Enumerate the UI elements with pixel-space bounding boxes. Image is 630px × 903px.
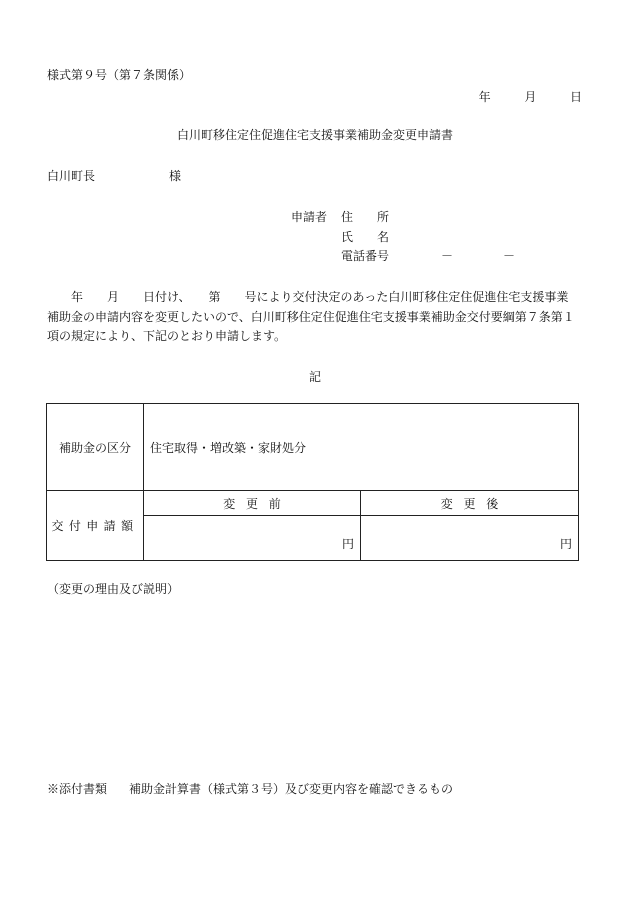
ki-heading: 記 bbox=[308, 370, 321, 384]
reason-label: （変更の理由及び説明） bbox=[47, 582, 180, 596]
document-title: 白川町移住定住促進住宅支援事業補助金変更申請書 bbox=[176, 128, 453, 142]
addressee bbox=[47, 167, 181, 184]
before-change-amount[interactable]: 円 bbox=[144, 516, 361, 561]
date-day: 日 bbox=[569, 90, 582, 104]
applicant-label: 申請者 bbox=[291, 210, 328, 224]
grant-table bbox=[46, 403, 579, 561]
attachment-line bbox=[47, 780, 453, 797]
application-body-text: 年 月 日付け、 第 号により交付決定のあった白川町移住定住促進住宅支援事業補助金の申請内容を変更したいので、白川町移住定住促進住宅支援事業補助金交付要綱第７条第１項の規定により、下記のとおり申請します。 bbox=[47, 290, 575, 343]
after-change-header: 変更後 bbox=[361, 491, 579, 516]
applicant-address-row bbox=[291, 208, 389, 225]
applicant-name-row bbox=[291, 228, 389, 245]
addressee-name: 白川町長 bbox=[47, 169, 96, 183]
category-label: 補助金の区分 bbox=[47, 404, 144, 491]
date-month: 月 bbox=[524, 90, 537, 104]
amount-header-row bbox=[47, 491, 579, 516]
phone-separator-1: － bbox=[441, 249, 454, 263]
attachment-value: 補助金計算書（様式第３号）及び変更内容を確認できるもの bbox=[129, 782, 454, 796]
addressee-honorific: 様 bbox=[169, 169, 182, 183]
category-row bbox=[47, 404, 579, 491]
phone-separator-2: － bbox=[503, 249, 516, 263]
after-change-amount[interactable]: 円 bbox=[361, 516, 579, 561]
applicant-name-label: 氏 名 bbox=[341, 230, 390, 244]
form-number: 様式第９号（第７条関係） bbox=[47, 68, 192, 82]
date-year: 年 bbox=[478, 90, 491, 104]
applicant-phone-label: 電話番号 bbox=[341, 249, 390, 263]
attachment-label: ※添付書類 bbox=[47, 782, 108, 796]
category-value: 住宅取得・増改築・家財処分 bbox=[144, 404, 579, 491]
applicant-address-label: 住 所 bbox=[341, 210, 390, 224]
applicant-phone-row bbox=[291, 247, 515, 264]
date-line bbox=[479, 88, 582, 105]
before-change-header: 変更前 bbox=[144, 491, 361, 516]
amount-label: 交付申請額 bbox=[47, 491, 144, 561]
